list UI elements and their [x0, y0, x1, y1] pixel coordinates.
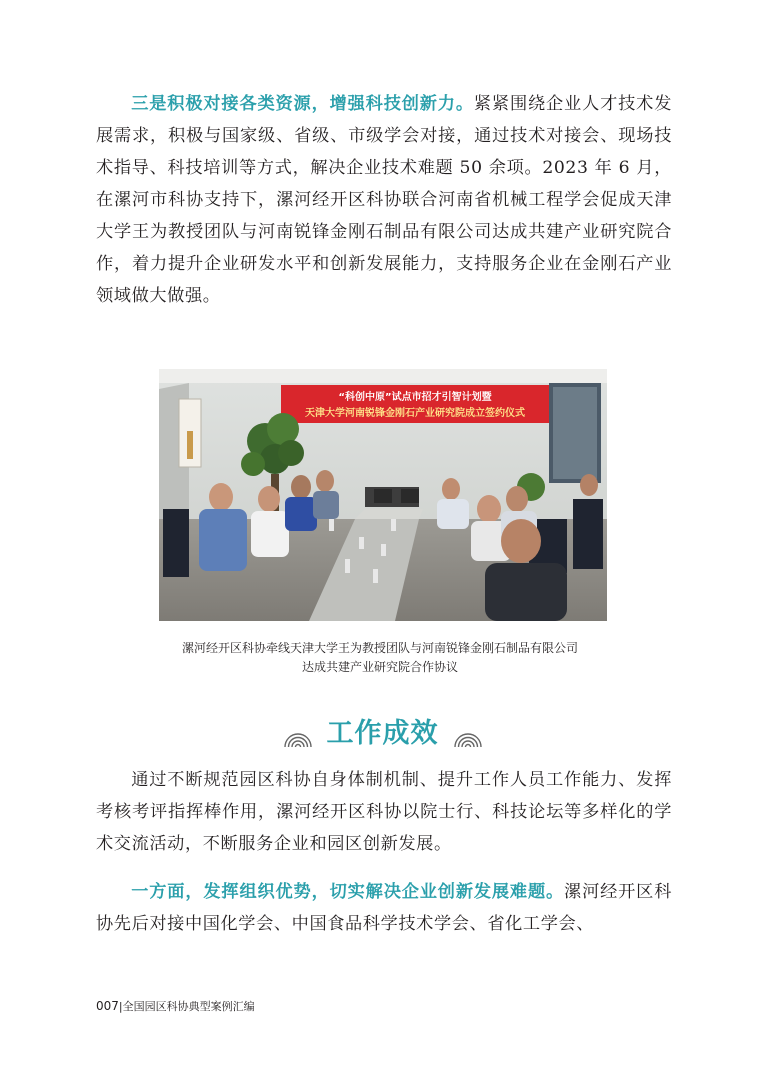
paragraph-organization [96, 876, 672, 940]
section-heading [0, 710, 765, 750]
photo-caption-line1: 漯河经开区科协牵线天津大学王为教授团队与河南锐锋金刚石制品有限公司 [181, 641, 578, 655]
paragraph-body: 漯河经开区科协先后对接中国化学会、中国食品科学技术学会、省化工学会、 [96, 882, 672, 934]
paragraph-achievements [96, 764, 672, 860]
paragraph-lead: 三是积极对接各类资源，增强科技创新力。 [131, 94, 474, 114]
footer-separator: | [118, 1000, 123, 1013]
banner-line1: “科创中原”试点市招才引智计划暨 [338, 392, 492, 403]
rainbow-ornament-right-icon [453, 727, 483, 747]
page-number: 007 [96, 999, 119, 1013]
photo-caption-line2: 达成共建产业研究院合作协议 [301, 660, 458, 674]
paragraph-body: 通过不断规范园区科协自身体制机制、提升工作人员工作能力、发挥考核考评指挥棒作用，漯河经开区科协以院士行、科技论坛等多样化的学术交流活动，不断服务企业和园区创新发展。 [96, 770, 672, 854]
paragraph-body: 紧紧围绕企业人才技术发展需求，积极与国家级、省级、市级学会对接，通过技术对接会、现场技术指导、科技培训等方式，解决企业技术难题 50 余项。2023 年 6 月，在漯河市科协支持下，漯河经开区科协联合河南省机械工程学会促成天津大学王为教授团队与河南锐锋金刚石制品有限公司达成共建产业研究院合作，着力提升企业研发水平和创新发展能力，支持服务企业在金刚石产业领域做大做强。 [96, 94, 672, 306]
paragraph-lead: 一方面，发挥组织优势，切实解决企业创新发展难题。 [131, 882, 565, 902]
meeting-photo [159, 369, 607, 621]
paragraph-resources [96, 88, 672, 312]
rainbow-ornament-left-icon [283, 727, 313, 747]
page-footer [96, 998, 255, 1014]
banner-line2: 天津大学河南锐锋金刚石产业研究院成立签约仪式 [305, 408, 525, 419]
footer-title: 全国园区科协典型案例汇编 [122, 1000, 255, 1013]
section-title: 工作成效 [326, 717, 439, 749]
